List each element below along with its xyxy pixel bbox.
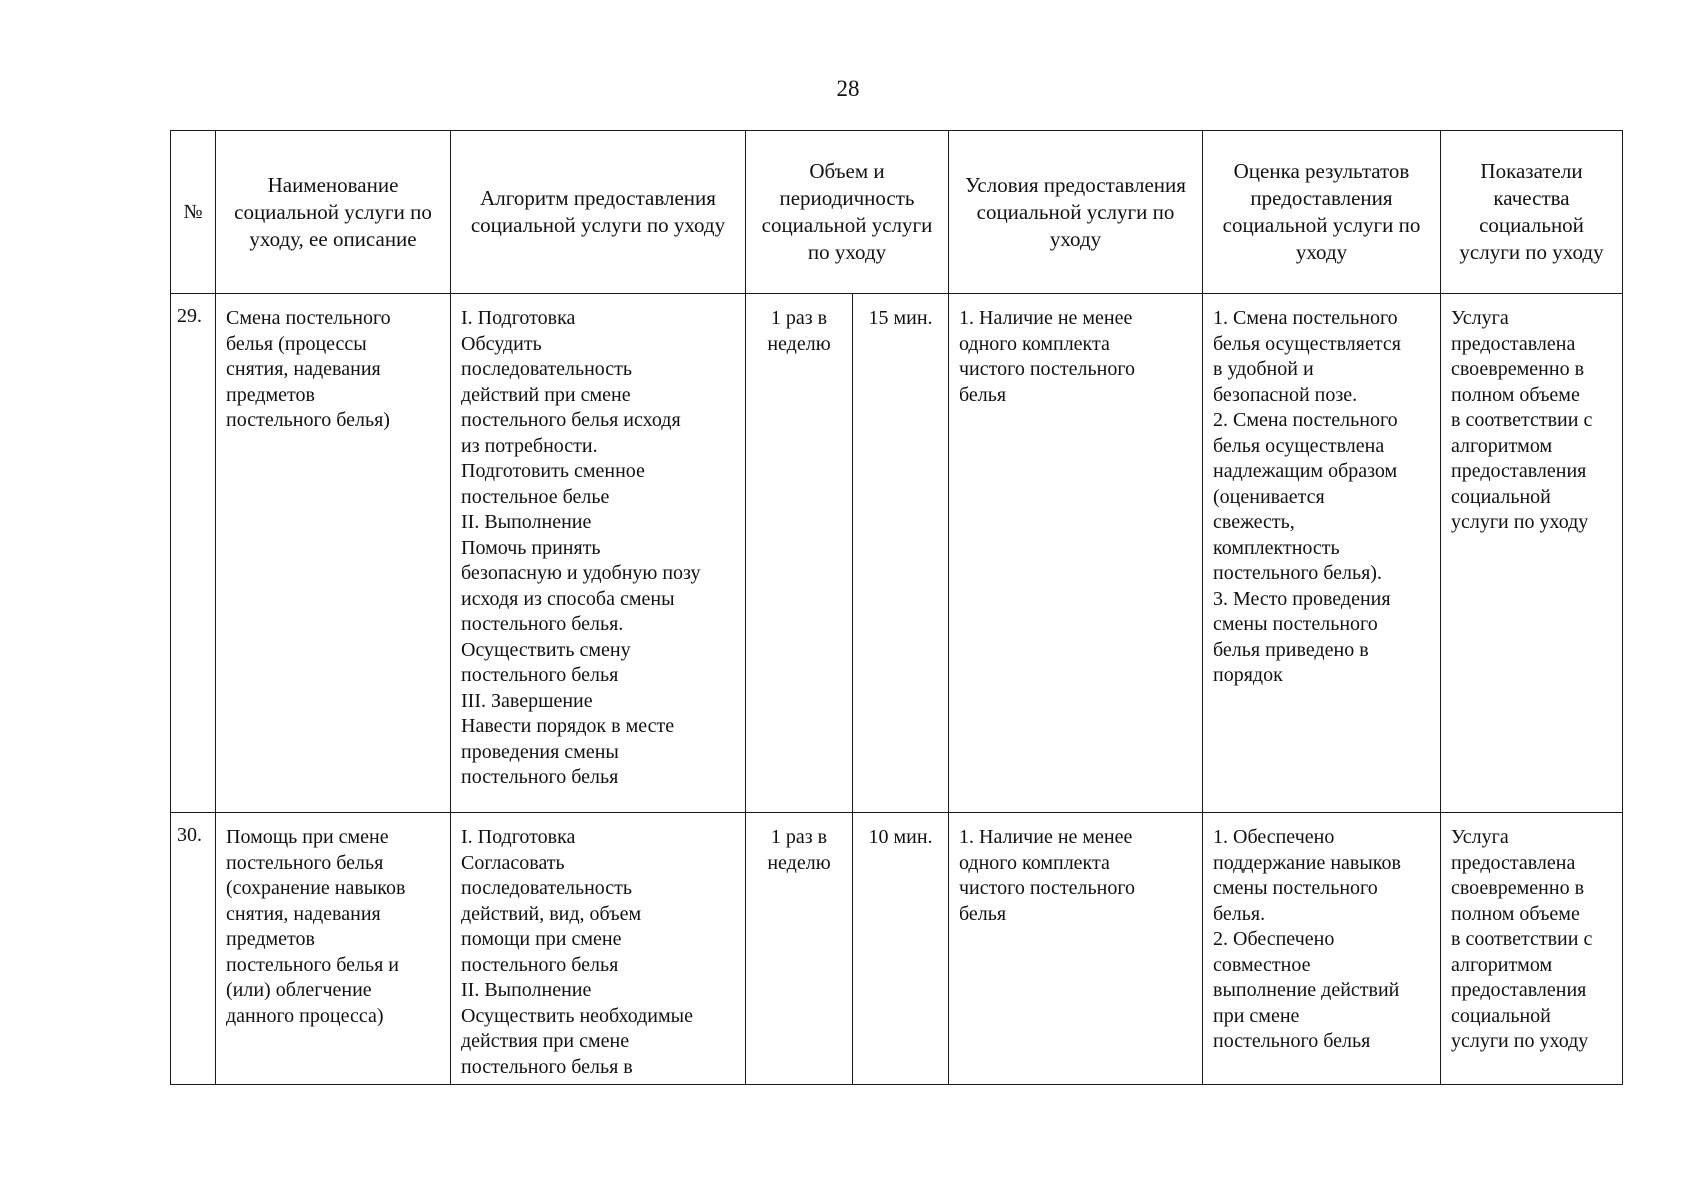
row-number-cell: [171, 813, 216, 1085]
conditions-text: 1. Наличие не менее одного комплекта чистого постельного белья: [959, 307, 1136, 406]
header-algorithm: Алгоритм предоставления социальной услуги по уходу: [451, 131, 746, 294]
row-number: 30.: [177, 824, 202, 846]
row-number-cell: [171, 294, 216, 813]
header-quality: Показатели качества социальной услуги по уходу: [1441, 131, 1623, 294]
row-number: 29.: [177, 305, 202, 327]
services-table: [170, 130, 1623, 1085]
quality-text: Услуга предоставлена своевременно в полном объеме в соответствии с алгоритмом предоставления социальной услуги по уходу: [1451, 826, 1593, 1052]
conditions-text: 1. Наличие не менее одного комплекта чистого постельного белья: [959, 826, 1136, 925]
conditions-cell: [949, 813, 1203, 1085]
algorithm-cell: [451, 813, 746, 1085]
service-name: Смена постельного белья (процессы снятия, надевания предметов постельного белья): [226, 307, 391, 431]
quality-cell: [1441, 813, 1623, 1085]
conditions-cell: [949, 294, 1203, 813]
algorithm-cell: [451, 294, 746, 813]
service-name: Помощь при смене постельного белья (сохранение навыков снятия, надевания предметов постельного белья и (или) облегчение данного процесса): [226, 826, 406, 1027]
table-row: [171, 294, 1623, 813]
algorithm-text: I. Подготовка Обсудить последовательность действий при смене постельного белья исходя из потребности. Подготовить сменное постельное белье II. Выполнение Помочь принять безопасную и удобную позу исходя из способа смены постельного белья. Осуществить смену постельного белья III. Завершение Навести порядок в месте проведения смены постельного белья: [461, 307, 701, 788]
frequency-cell: [746, 813, 853, 1085]
header-service-name: Наименование социальной услуги по уходу, ее описание: [216, 131, 451, 294]
frequency-cell: [746, 294, 853, 813]
page-number: 28: [836, 76, 860, 101]
header-row: [171, 131, 1623, 294]
algorithm-text: I. Подготовка Согласовать последовательность действий, вид, объем помощи при смене постельного белья II. Выполнение Осуществить необходимые действия при смене постельного белья в: [461, 826, 693, 1078]
evaluation-cell: [1203, 294, 1441, 813]
duration-cell: [853, 813, 949, 1085]
header-volume-frequency: Объем и периодичность социальной услуги по уходу: [746, 131, 949, 294]
header-num: №: [171, 131, 216, 294]
frequency-text: 1 раз в неделю: [767, 826, 831, 874]
duration-cell: [853, 294, 949, 813]
service-name-cell: [216, 294, 451, 813]
table-row: [171, 813, 1623, 1085]
header-conditions: Условия предоставления социальной услуги по уходу: [949, 131, 1203, 294]
service-name-cell: [216, 813, 451, 1085]
header-evaluation: Оценка результатов предоставления социальной услуги по уходу: [1203, 131, 1441, 294]
quality-cell: [1441, 294, 1623, 813]
evaluation-cell: [1203, 813, 1441, 1085]
quality-text: Услуга предоставлена своевременно в полном объеме в соответствии с алгоритмом предоставления социальной услуги по уходу: [1451, 307, 1593, 533]
frequency-text: 1 раз в неделю: [767, 307, 831, 355]
duration-text: 10 мин.: [868, 826, 933, 848]
evaluation-text: 1. Смена постельного белья осуществляется в удобной и безопасной позе. 2. Смена постельного белья осуществлена надлежащим образом (оценивается свежесть, комплектность постельного белья). 3. Место проведения смены постельного белья приведено в порядок: [1213, 307, 1401, 686]
duration-text: 15 мин.: [868, 307, 933, 329]
evaluation-text: 1. Обеспечено поддержание навыков смены постельного белья. 2. Обеспечено совместное выполнение действий при смене постельного белья: [1213, 826, 1401, 1052]
